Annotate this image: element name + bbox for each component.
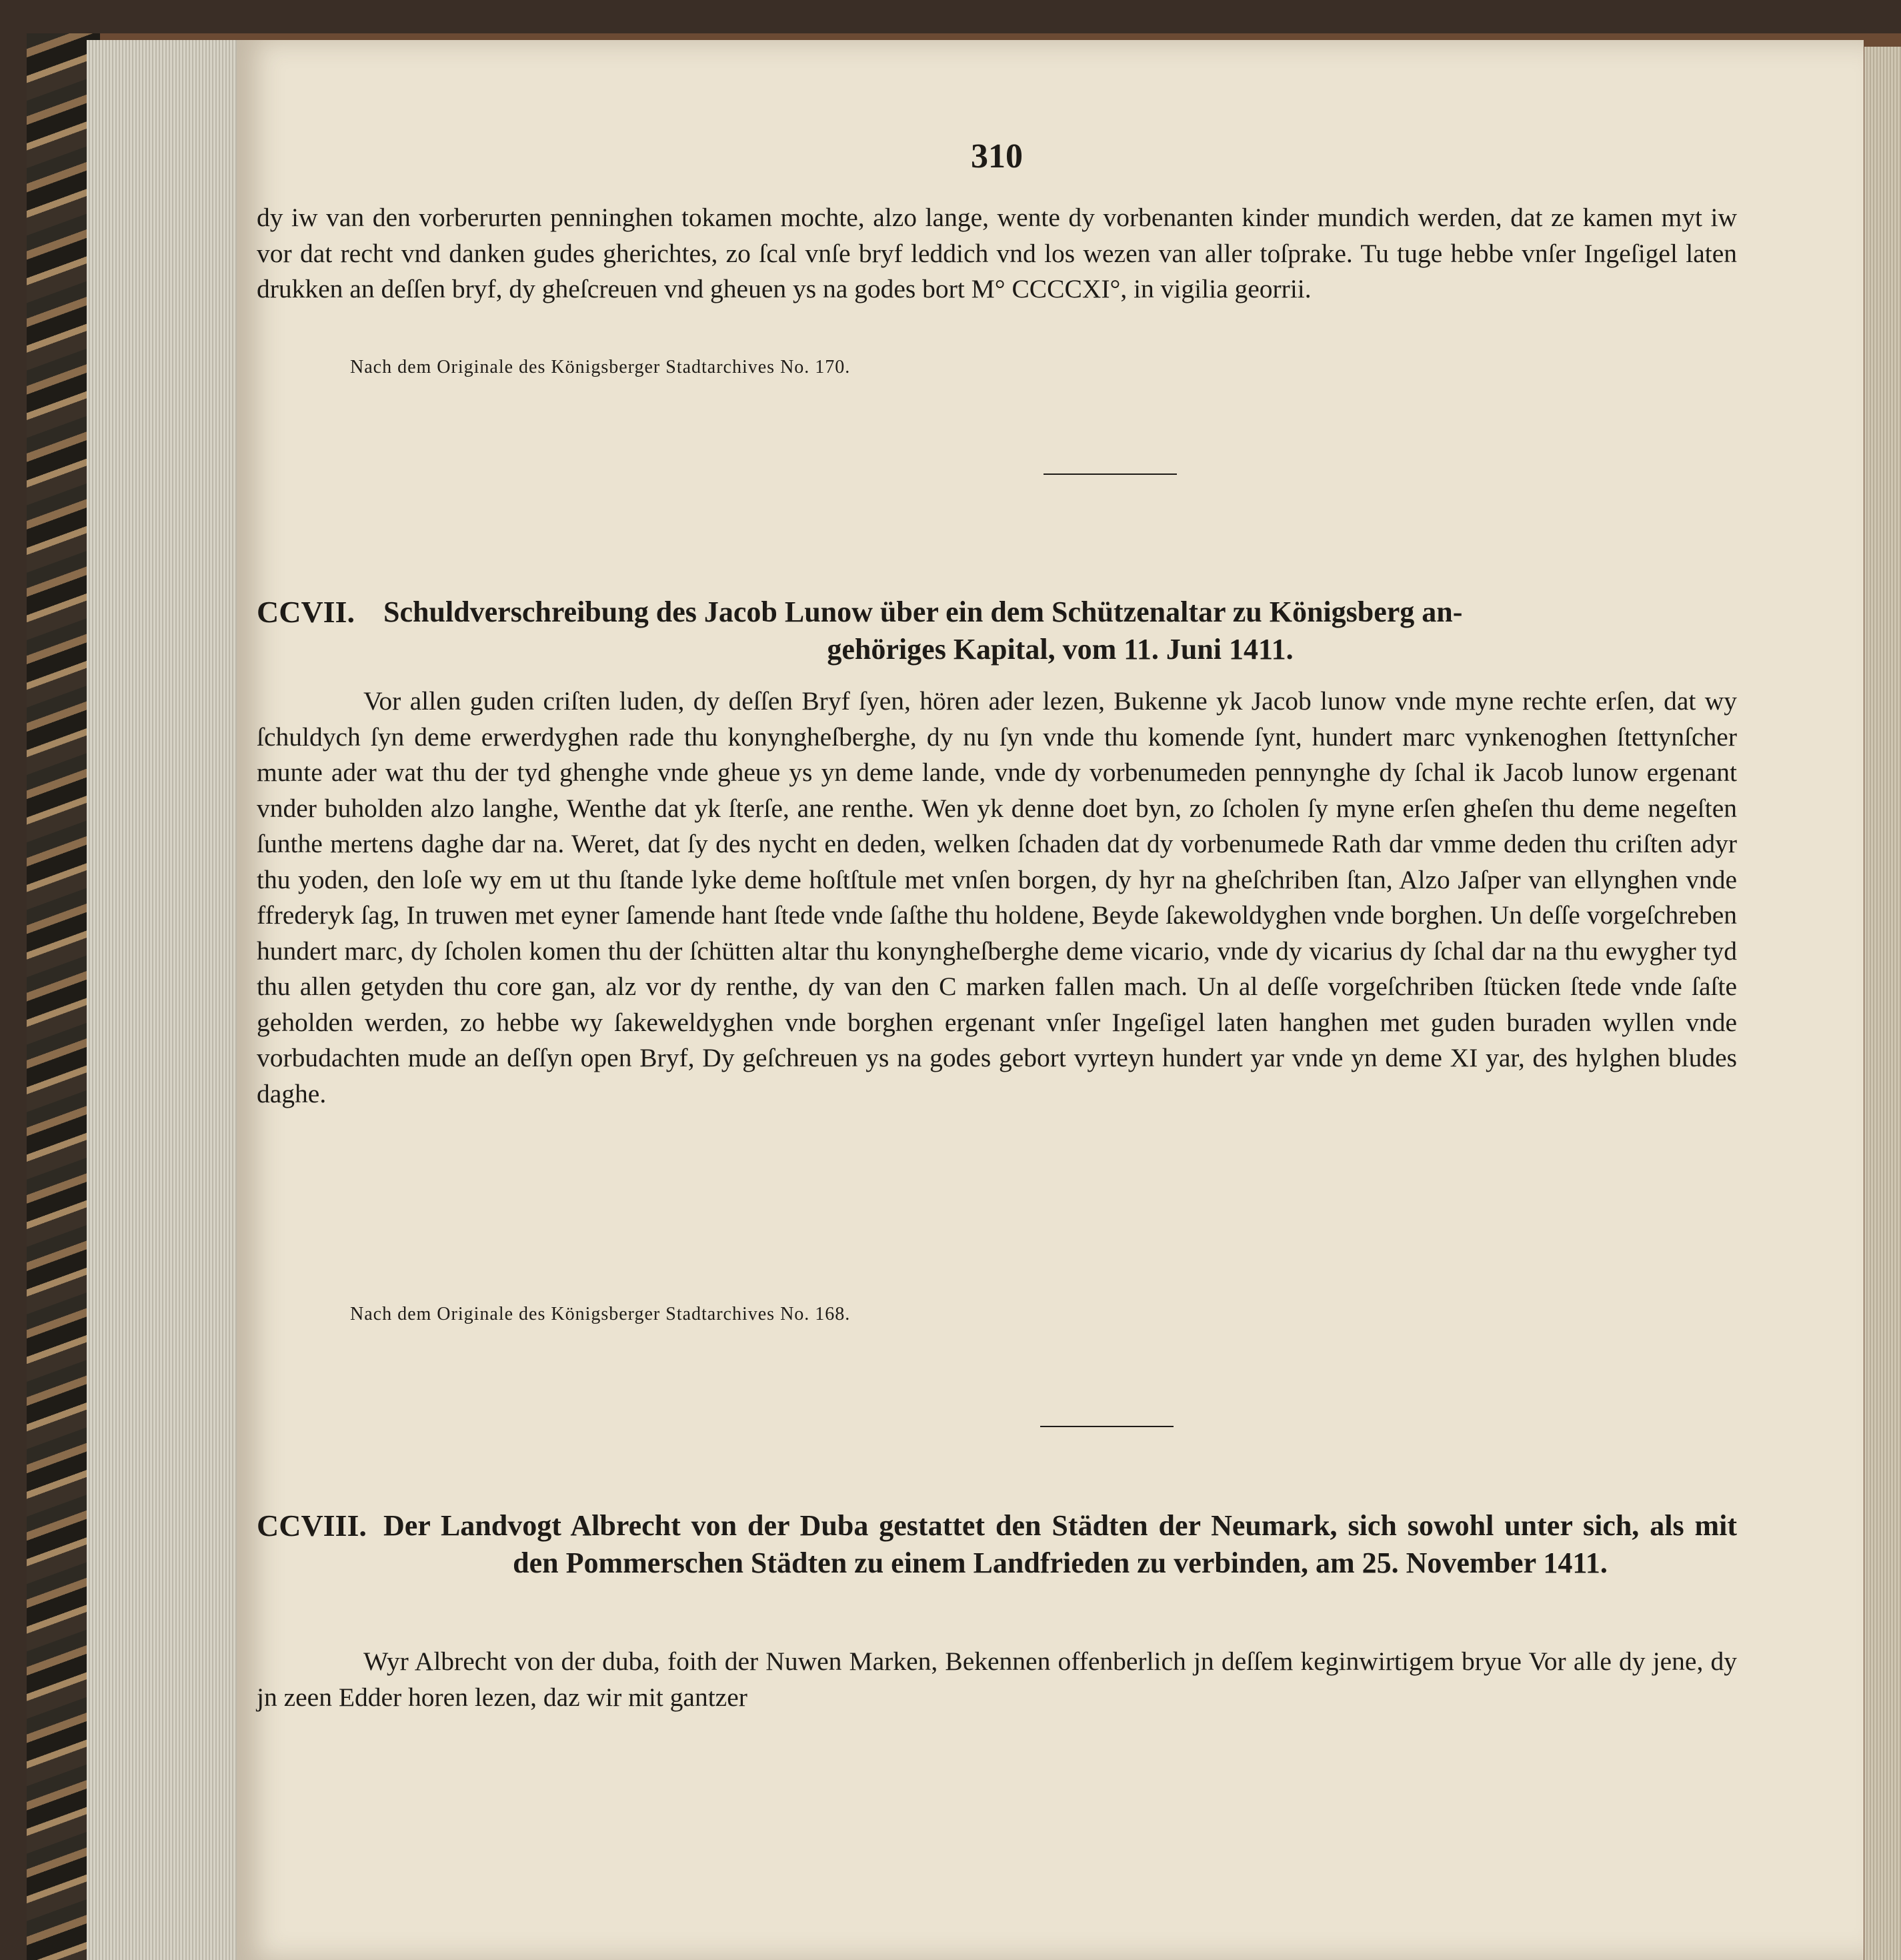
document-title: Der Landvogt Albrecht von der Duba gestattet den Städten der Neumark, sich sowohl unter sich, als mit den Pommerschen Städten zu einem Landfrieden zu verbinden, am 25. November 1411.	[383, 1509, 1737, 1579]
page-number: 310	[971, 137, 1023, 175]
document-number: CCVII.	[257, 595, 355, 629]
document-number: CCVIII.	[257, 1509, 367, 1543]
document-title-line: Schuldverschreibung des Jacob Lunow über ein dem Schützenaltar zu Königsberg an-	[383, 596, 1463, 628]
source-note-2: Nach dem Originale des Königsberger Stadtarchives No. 168.	[350, 1304, 851, 1324]
page-edges	[87, 40, 247, 1960]
paragraph-3: Wyr Albrecht von der duba, foith der Nuwen Marken, Bekennen offenberlich jn deſſem keginwirtigem bryue Vor alle dy jene, dy jn zeen Edder horen lezen, daz wir mit gantzer	[257, 1647, 1737, 1712]
right-page-edges	[1864, 47, 1901, 1960]
document-heading-ccviii	[257, 1507, 1737, 1582]
divider-2	[1040, 1426, 1174, 1427]
document-title-tail: gehöriges Kapital, vom 11. Juni 1411.	[827, 633, 1294, 666]
document-title	[257, 594, 1737, 668]
paragraph-2: Vor allen guden criſten luden, dy deſſen Bryf ſyen, hören ader lezen, Bukenne yk Jacob lunow vnde myne rechte erſen, dat wy ſchuldych ſyn deme erwerdyghen rade thu konyngheſberghe, dy nu ſyn vnde thu komende ſynt, hundert marc vynkenoghen ſtettynſcher munte ader wat thu der tyd ghenghe vnde gheue ys yn deme lande, vnde dy vorbenumeden pennynghe dy ſchal ik Jacob lunow ergenant vnder buholden alzo langhe, Wenthe dat yk ſterſe, ane renthe. Wen yk denne doet byn, zo ſcholen ſy myne erſen gheſen thu deme negeſten ſunthe mertens daghe dar na. Weret, dat ſy des nycht en deden, welken ſchaden dat dy vorbenumede Rath dar vmme deden thu criſten adyr thu yoden, den loſe wy em ut thu ſtande lyke deme hoſtſtule met vnſen borgen, dy hyr na gheſchriben ſtan, Alzo Jaſper van ellynghen vnde ffrederyk ſag, In truwen met eyner ſamende hant ſtede vnde ſaſthe thu holdene, Beyde ſakewoldyghen vnde borghen. Un deſſe vorgeſchreben hundert marc, dy ſcholen komen thu der ſchütten altar thu konyngheſberghe deme vicario, vnde dy vicarius dy ſchal dar na thu ewygher tyd thu allen getyden thu core gan, alz vor dy renthe, dy van den C marken fallen mach. Un al deſſe vorgeſchriben ſtücken ſtede vnde ſaſte geholden werden, zo hebbe wy ſakeweldyghen vnde borghen ergenant vnſer Ingeſigel laten hanghen met guden buraden wyllen vnde vorbudachten mude an deſſyn open Bryf, Dy geſchreuen ys na godes gebort vyrteyn hundert yar vnde yn deme XI yar, des hylghen bludes daghe.	[257, 686, 1737, 1108]
divider-1	[1044, 473, 1177, 475]
page-content	[257, 97, 1737, 1897]
document-heading-ccvii	[257, 594, 1737, 668]
paragraph-1: dy iw van den vorberurten penninghen tokamen mochte, alzo lange, wente dy vorbenanten kinder mundich werden, dat ze kamen myt iw vor dat recht vnd danken gudes gherichtes, zo ſcal vnſe bryf leddich vnd los wezen van aller toſprake. Tu tuge hebbe vnſer Ingeſigel laten drukken an deſſen bryf, dy gheſcreuen vnd gheuen ys na godes bort M° CCCCXI°, in vigilia georrii.	[257, 203, 1737, 303]
source-note-1: Nach dem Originale des Königsberger Stadtarchives No. 170.	[350, 357, 851, 377]
